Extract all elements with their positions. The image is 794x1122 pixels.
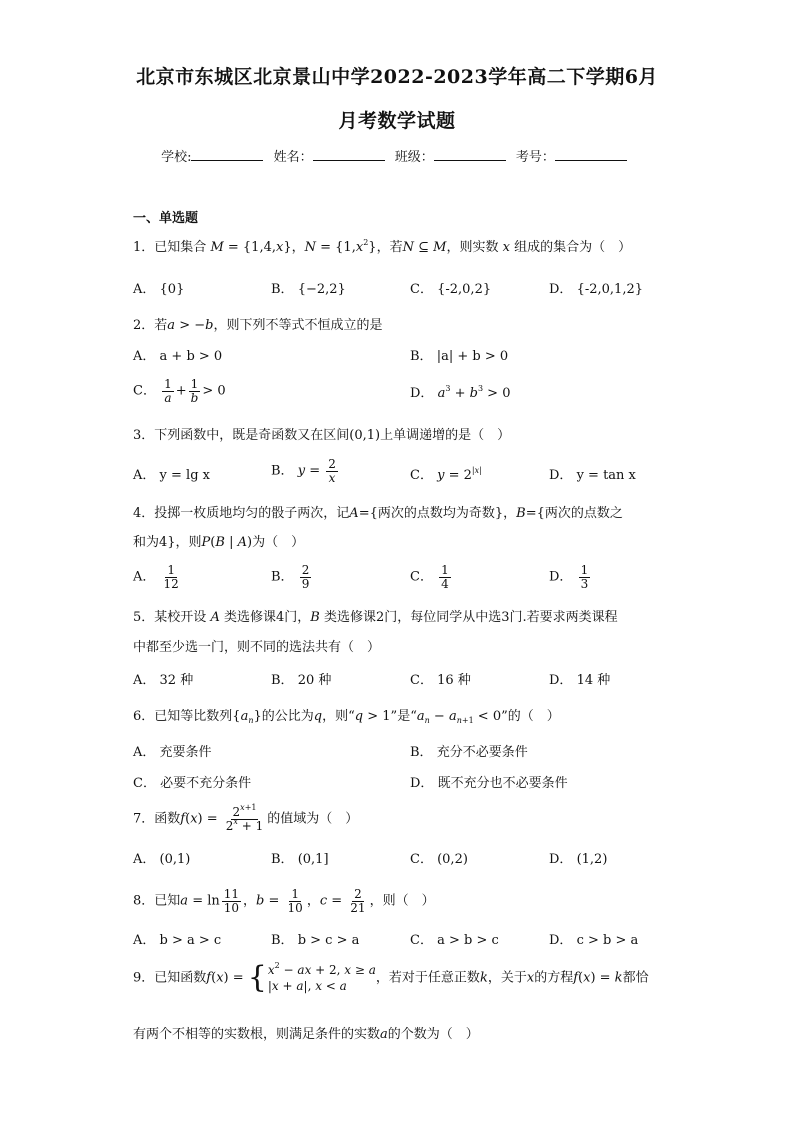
q3-option-a[interactable]: A． y = lg x bbox=[133, 468, 210, 483]
q6-option-c[interactable]: C． 必要不充分条件 bbox=[133, 776, 252, 791]
exam-title-line2: 月考数学试题 bbox=[338, 110, 456, 132]
q4-option-d[interactable]: D． $\frac{1}{3}$ bbox=[549, 563, 589, 591]
q4-option-b[interactable]: B． $\frac{2}{9}$ bbox=[271, 563, 310, 591]
exam-title-line1: 北京市东城区北京景山中学2022-2023学年高二下学期6月 bbox=[136, 66, 658, 88]
question-number: 9． bbox=[133, 970, 155, 986]
question-5: 5．某校开设 A 类选修课4门，B 类选修课2门，每位同学从中选3门.若要求两类课程 bbox=[133, 610, 618, 625]
q3-option-b[interactable]: B． y = $\frac{2}{x}$ bbox=[271, 457, 336, 485]
question-text: 已知函数 bbox=[154, 970, 207, 986]
name-label: 姓名： bbox=[273, 150, 313, 165]
q5-option-d[interactable]: D． 14 种 bbox=[549, 673, 611, 688]
question-9-line2: 有两个不相等的实数根，则满足条件的实数a的个数为（ ） bbox=[133, 1027, 479, 1042]
q4-option-a[interactable]: A． $\frac{1}{12}$ bbox=[133, 563, 179, 591]
class-label: 班级： bbox=[394, 150, 434, 165]
question-text: ，若对于任意正数 bbox=[375, 970, 480, 986]
question-number: 3． bbox=[133, 428, 155, 443]
section-title: 一、单选题 bbox=[133, 211, 199, 226]
question-text: ，则下列不等式不恒成立的是 bbox=[213, 318, 383, 333]
q3-option-d[interactable]: D． y = tan x bbox=[549, 468, 636, 483]
q2-option-d[interactable]: D． $a^3 + b^3 > 0$ bbox=[410, 384, 511, 401]
question-5-line2: 中都至少选一门，则不同的选法共有（ ） bbox=[133, 640, 381, 655]
class-blank[interactable] bbox=[434, 148, 506, 161]
question-number: 6． bbox=[133, 709, 155, 724]
q5-option-c[interactable]: C． 16 种 bbox=[410, 673, 471, 688]
student-info-row bbox=[0, 146, 794, 165]
question-text: 的值域为（ ） bbox=[267, 811, 359, 827]
question-text: ，则“ bbox=[322, 709, 355, 724]
q6-option-a[interactable]: A． 充要条件 bbox=[133, 745, 212, 760]
q7-option-d[interactable]: D． (1,2) bbox=[549, 852, 608, 867]
question-text: 的方程 bbox=[534, 970, 574, 986]
question-text: 已知 bbox=[154, 893, 181, 909]
q2-option-c[interactable]: C． $\frac{1}{a}$ + $\frac{1}{b}$ > 0 bbox=[133, 377, 226, 405]
question-2: 2．若a > −b，则下列不等式不恒成立的是 bbox=[133, 318, 383, 333]
q7-option-b[interactable]: B． (0,1] bbox=[271, 852, 329, 867]
q6-option-b[interactable]: B． 充分不必要条件 bbox=[410, 745, 528, 760]
question-text: ，则（ ） bbox=[369, 893, 435, 909]
question-9: 9．已知函数f(x) = { $x^2$ − ax + 2, x ≥ a |x + a|, x < a ，若对于任意正数k，关于x的方程f(x) = k都恰 bbox=[133, 960, 649, 996]
question-text: ，关于 bbox=[487, 970, 527, 986]
school-blank[interactable] bbox=[191, 148, 263, 161]
q2-option-b[interactable]: B． |a| + b > 0 bbox=[410, 349, 509, 364]
q8-option-a[interactable]: A． b > a > c bbox=[133, 933, 222, 948]
question-text: 有两个不相等的实数根，则满足条件的实数 bbox=[133, 1027, 381, 1042]
question-text: ”是“ bbox=[390, 709, 417, 724]
question-4: 4．投掷一枚质地均匀的骰子两次，记A={两次的点数均为奇数}，B={两次的点数之 bbox=[133, 506, 623, 521]
q5-option-b[interactable]: B． 20 种 bbox=[271, 673, 332, 688]
q4-option-c[interactable]: C． $\frac{1}{4}$ bbox=[410, 563, 449, 591]
question-text: 和为4}，则 bbox=[133, 535, 202, 550]
question-text: ={两次的点数均为奇数}， bbox=[358, 506, 517, 521]
question-text: 组成的集合为（ ） bbox=[514, 240, 632, 255]
question-text: 已知集合 bbox=[154, 240, 207, 255]
question-text: 上单调递增的是（ ） bbox=[380, 428, 511, 443]
question-8: 8．已知a = ln $\frac{11}{10}$ ，b = $\frac{1}{10}$ ，c = $\frac{2}{21}$ ，则（ ） bbox=[133, 887, 435, 915]
question-text: 投掷一枚质地均匀的骰子两次，记 bbox=[154, 506, 350, 521]
question-6: 6．已知等比数列$\{a_n\}$的公比为q，则“q > 1”是“$a_n - a_{n+1} < 0$”的（ ） bbox=[133, 709, 560, 725]
q3-option-c[interactable]: C． $y = 2^{|x|}$ bbox=[410, 466, 482, 483]
question-text: 都恰 bbox=[622, 970, 649, 986]
q6-option-d[interactable]: D． 既不充分也不必要条件 bbox=[410, 776, 568, 791]
question-1: 1．已知集合 M = {1,4,x}，$N = \{1,x^2\}$，若N ⊆ M，则实数 x 组成的集合为（ ） bbox=[133, 238, 632, 255]
question-text: ={两次的点数之 bbox=[525, 506, 623, 521]
q7-option-c[interactable]: C． (0,2) bbox=[410, 852, 468, 867]
number-blank[interactable] bbox=[555, 148, 627, 161]
question-3: 3．下列函数中，既是奇函数又在区间(0,1)上单调递增的是（ ） bbox=[133, 428, 511, 443]
name-blank[interactable] bbox=[313, 148, 385, 161]
q8-option-c[interactable]: C． a > b > c bbox=[410, 933, 499, 948]
question-text: 函数 bbox=[154, 811, 181, 827]
question-text: 的公比为 bbox=[261, 709, 314, 724]
question-text: 若 bbox=[154, 318, 168, 333]
question-text: 类选修课4门， bbox=[223, 610, 311, 625]
q1-option-b[interactable]: B． {−2,2} bbox=[271, 282, 346, 297]
q1-option-a[interactable]: A． {0} bbox=[133, 282, 185, 297]
number-label: 考号： bbox=[515, 150, 555, 165]
q7-option-a[interactable]: A． (0,1) bbox=[133, 852, 191, 867]
q8-option-b[interactable]: B． b > c > a bbox=[271, 933, 360, 948]
q8-option-d[interactable]: D． c > b > a bbox=[549, 933, 639, 948]
question-4-line2: 和为4}，则P(B | A)为（ ） bbox=[133, 535, 305, 550]
question-text: ，则实数 bbox=[446, 240, 499, 255]
question-number: 5． bbox=[133, 610, 155, 625]
q2-option-a[interactable]: A． a + b > 0 bbox=[133, 349, 223, 364]
question-number: 8． bbox=[133, 893, 155, 909]
question-number: 4． bbox=[133, 506, 155, 521]
question-text: 类选修课2门，每位同学从中选3门.若要求两类课程 bbox=[323, 610, 618, 625]
q1-option-c[interactable]: C． {-2,0,2} bbox=[410, 282, 492, 297]
school-label: 学校: bbox=[161, 150, 192, 165]
question-text: 某校开设 bbox=[154, 610, 207, 625]
question-text: 的个数为（ ） bbox=[387, 1027, 479, 1042]
question-7: 7．函数f(x) = $\frac{2^{x+1}}{2^x + 1}$ 的值域为（ ） bbox=[133, 803, 359, 833]
q5-option-a[interactable]: A． 32 种 bbox=[133, 673, 194, 688]
question-text: 为（ ） bbox=[252, 535, 305, 550]
q1-option-d[interactable]: D． {-2,0,1,2} bbox=[549, 282, 643, 297]
question-text: 已知等比数列 bbox=[154, 709, 233, 724]
question-text: ，若 bbox=[376, 240, 403, 255]
question-text: ”的（ ） bbox=[501, 709, 560, 724]
question-text: 下列函数中，既是奇函数又在区间 bbox=[154, 428, 350, 443]
question-number: 1． bbox=[133, 240, 155, 255]
question-number: 7． bbox=[133, 811, 155, 827]
question-number: 2． bbox=[133, 318, 155, 333]
